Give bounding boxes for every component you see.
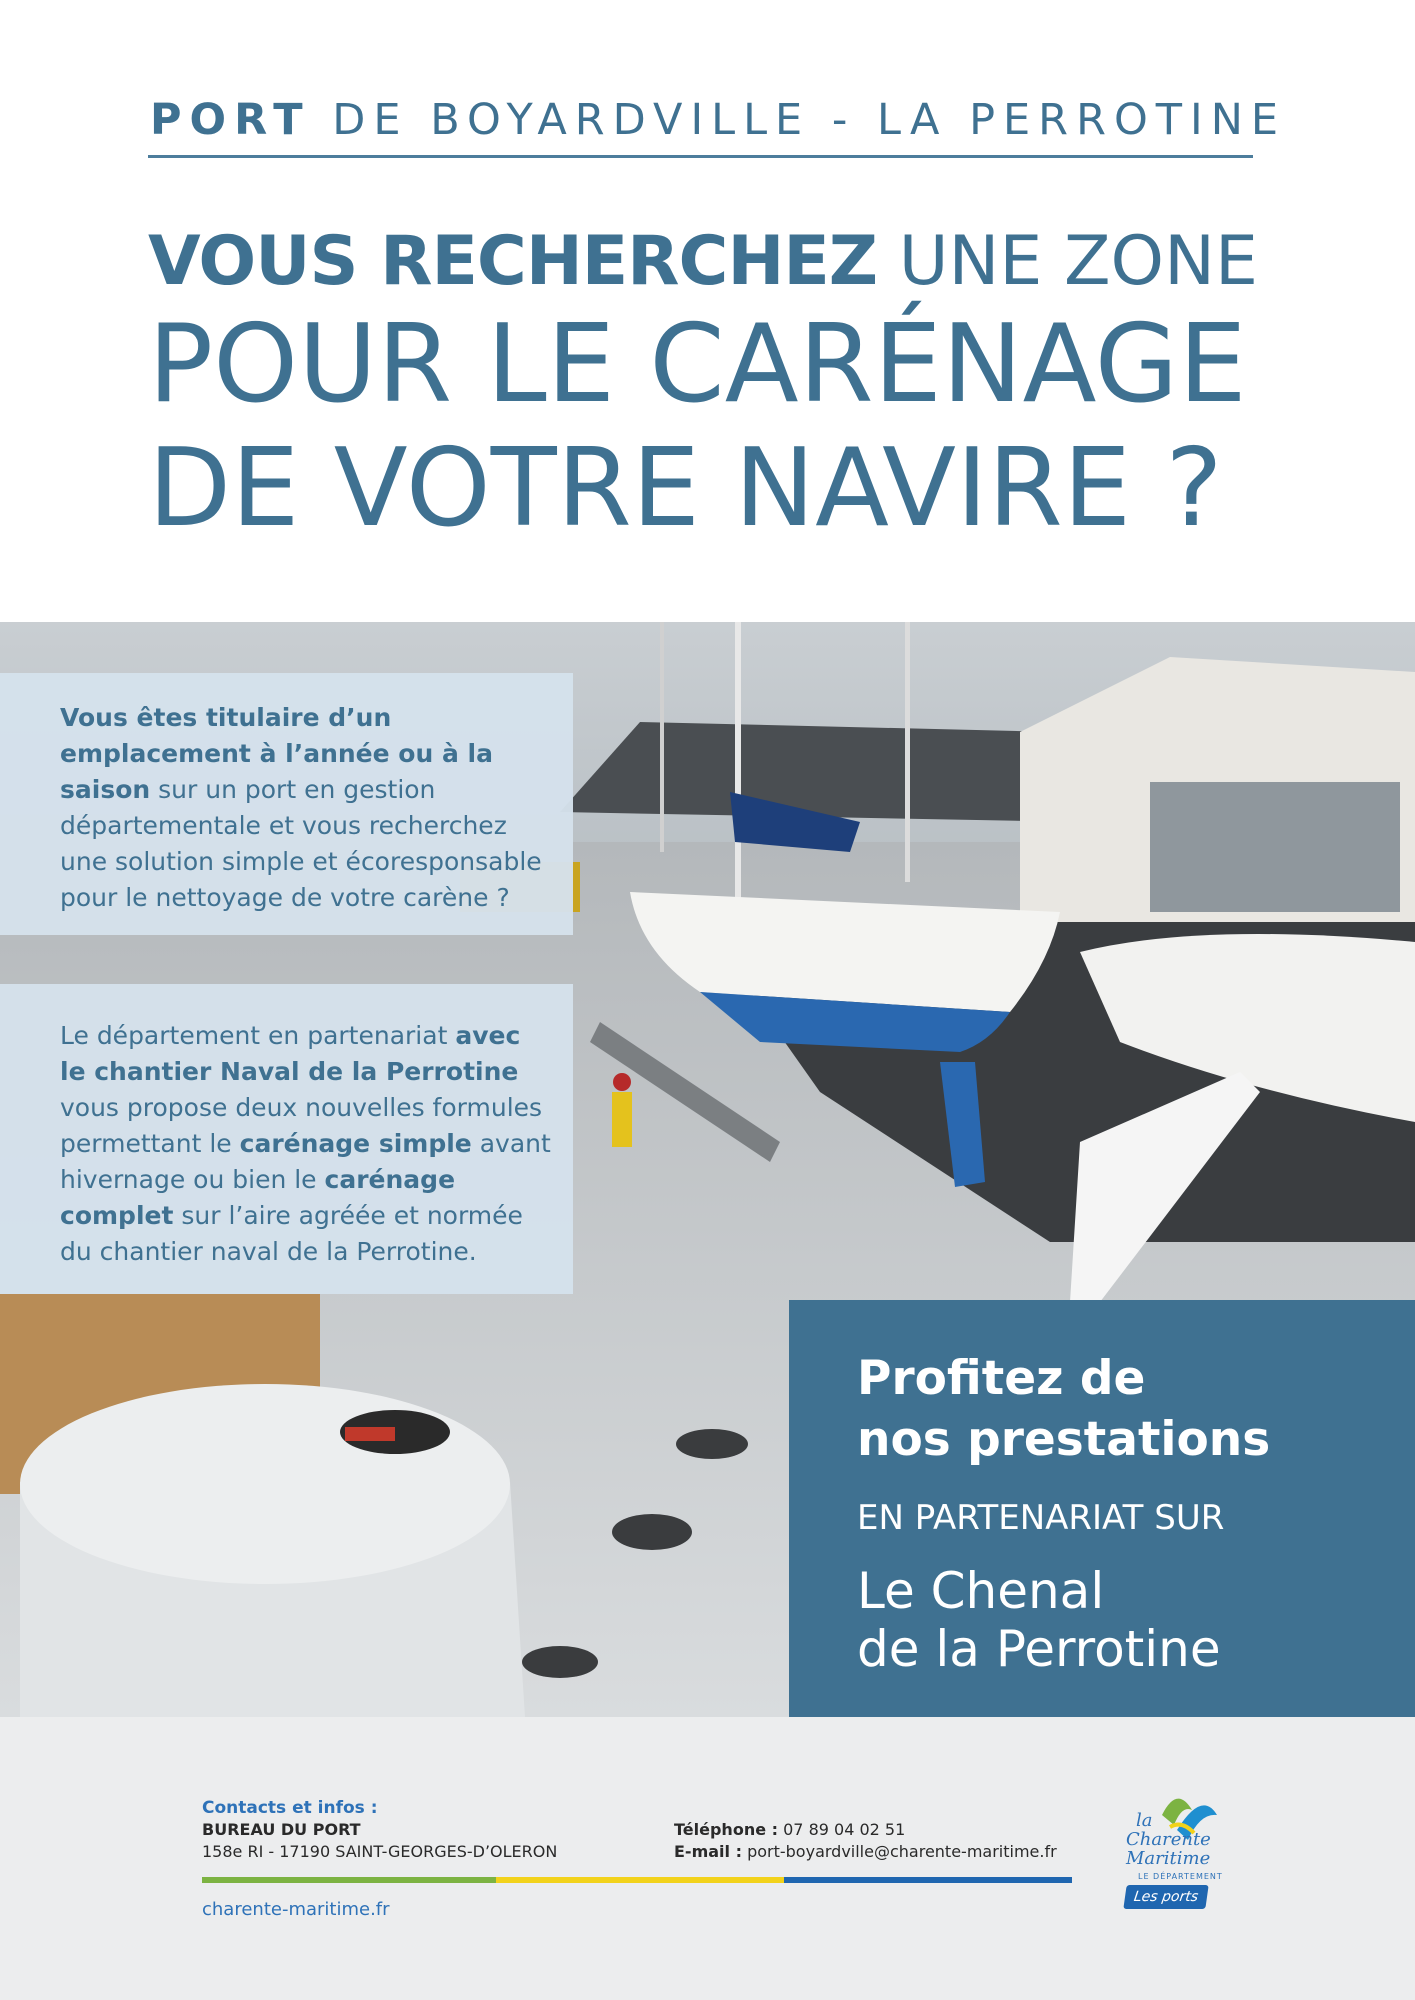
logo-text-maritime: Maritime [1126, 1848, 1211, 1869]
headline-line2: POUR LE CARÉNAGE [148, 302, 1247, 427]
phone-number[interactable]: 07 89 04 02 51 [783, 1820, 906, 1839]
offer-text-4: sur l’aire agréée et normée du chantier naval de la Perrotine. [60, 1201, 523, 1266]
contacts-label: Contacts et infos : [202, 1798, 378, 1818]
office-address: 158e RI - 17190 SAINT-GEORGES-D’OLERON [202, 1842, 558, 1861]
cta-line1: Profitez de [857, 1351, 1146, 1406]
headline-line1-bold: VOUS RECHERCHEZ [148, 222, 878, 301]
website-link[interactable]: charente-maritime.fr [202, 1899, 390, 1920]
logo-subtitle: LE DÉPARTEMENT [1138, 1872, 1223, 1881]
ports-badge: Les ports [1123, 1885, 1208, 1909]
contact-block [202, 1797, 557, 1863]
logo-text-la: la [1136, 1810, 1153, 1831]
headline-line3: DE VOTRE NAVIRE ? [148, 426, 1223, 551]
cta-box [789, 1300, 1415, 1717]
cta-line2: nos prestations [857, 1412, 1271, 1467]
headline [148, 222, 1268, 550]
logo-text-charente: Charente [1126, 1829, 1211, 1850]
email-line [674, 1841, 1057, 1863]
port-title [150, 95, 1287, 145]
offer-panel [0, 984, 573, 1294]
cta-line5: de la Perrotine [857, 1620, 1221, 1678]
phone-email-block [674, 1819, 1057, 1863]
headline-line1 [148, 222, 1268, 302]
offer-text-2: vous propose deux nouvelles formules permettant le [60, 1093, 543, 1158]
email-label: E-mail : [674, 1842, 742, 1861]
headline-line1-rest: UNE ZONE [898, 222, 1258, 301]
offer-bold-3: carénage complet [60, 1165, 456, 1230]
phone-label: Téléphone : [674, 1820, 779, 1839]
stripe-blue [784, 1877, 1072, 1883]
header-divider [148, 155, 1253, 158]
offer-text-3: avant hivernage ou bien le [60, 1129, 551, 1194]
email-link[interactable]: port-boyardville@charente-maritime.fr [747, 1842, 1057, 1861]
offer-bold-1: avec le chantier Naval de la Perrotine [60, 1021, 521, 1086]
intro-bold: Vous êtes titulaire d’un emplacement à l’année ou à la saison [60, 703, 493, 804]
stripe-yellow [496, 1877, 784, 1883]
port-title-bold: PORT [150, 95, 311, 145]
stripe-green [202, 1877, 496, 1883]
phone-line [674, 1819, 1057, 1841]
intro-text: sur un port en gestion départementale et vous recherchez une solution simple et écoresponsable pour le nettoyage de votre carène ? [60, 775, 542, 912]
offer-bold-2: carénage simple [239, 1129, 472, 1158]
office-name: BUREAU DU PORT [202, 1820, 361, 1839]
cta-line4: Le Chenal [857, 1562, 1105, 1620]
offer-text-1: Le département en partenariat [60, 1021, 448, 1050]
intro-panel [0, 673, 573, 935]
port-title-rest: DE BOYARDVILLE - LA PERROTINE [332, 95, 1287, 145]
footer [0, 1717, 1415, 2000]
cta-line3: EN PARTENARIAT SUR [857, 1498, 1225, 1538]
